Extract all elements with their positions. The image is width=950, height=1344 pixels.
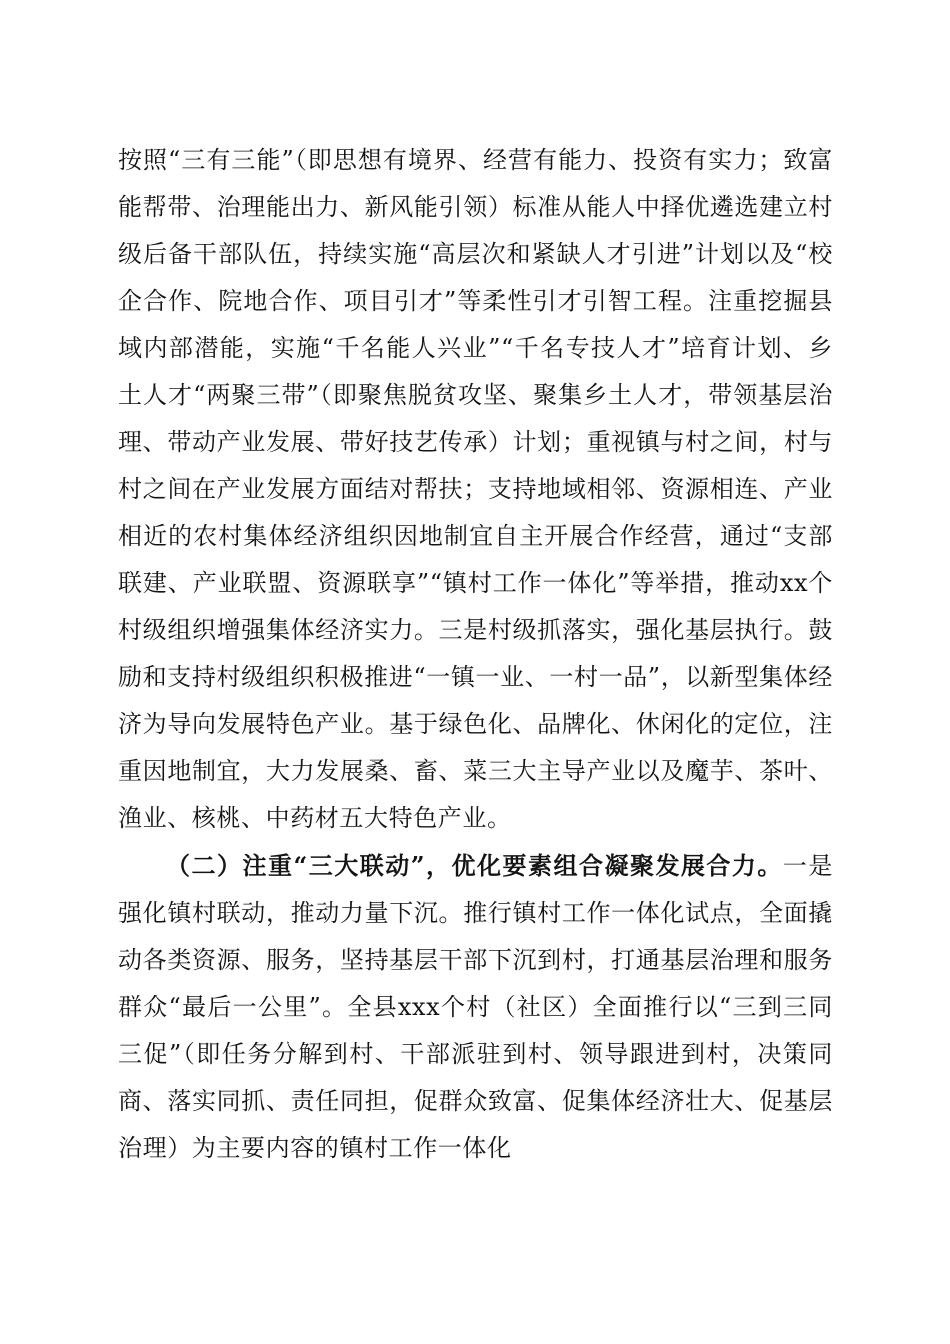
section-body-text: 一是强化镇村联动，推动力量下沉。推行镇村工作一体化试点，全面撬动各类资源、服务，坚持基层干部下沉到村，打通基层治理和服务群众“最后一公里”。全县xxx个村（社区）全面推行以“三到三同三促”（即任务分解到村、干部派驻到村、领导跟进到村，决策同商、落实同抓、责任同担，促群众致富、促集体经济壮大、促基层治理）为主要内容的镇村工作一体化 (118, 852, 833, 1162)
body-paragraph-1: 按照“三有三能”（即思想有境界、经营有能力、投资有实力；致富能帮带、治理能出力、新风能引领）标准从能人中择优遴选建立村级后备干部队伍，持续实施“高层次和紧缺人才引进”计划以及“校企合作、院地合作、项目引才”等柔性引才引智工程。注重挖掘县域内部潜能，实施“千名能人兴业”“千名专技人才”培育计划、乡土人才“两聚三带”（即聚焦脱贫攻坚、聚集乡土人才，带领基层治理、带动产业发展、带好技艺传承）计划；重视镇与村之间，村与村之间在产业发展方面结对帮扶；支持地域相邻、资源相连、产业相近的农村集体经济组织因地制宜自主开展合作经营，通过“支部联建、产业联盟、资源联享”“镇村工作一体化”等举措，推动xx个村级组织增强集体经济实力。三是村级抓落实，强化基层执行。鼓励和支持村级组织积极推进“一镇一业、一村一品”，以新型集体经济为导向发展特色产业。基于绿色化、品牌化、休闲化的定位，注重因地制宜，大力发展桑、畜、菜三大主导产业以及魔芋、茶叶、渔业、核桃、中药材五大特色产业。 (118, 146, 833, 832)
body-paragraph-2 (118, 842, 833, 1172)
section-heading: （二）注重“三大联动”，优化要素组合凝聚发展合力。 (166, 851, 783, 880)
document-page (118, 137, 833, 1172)
